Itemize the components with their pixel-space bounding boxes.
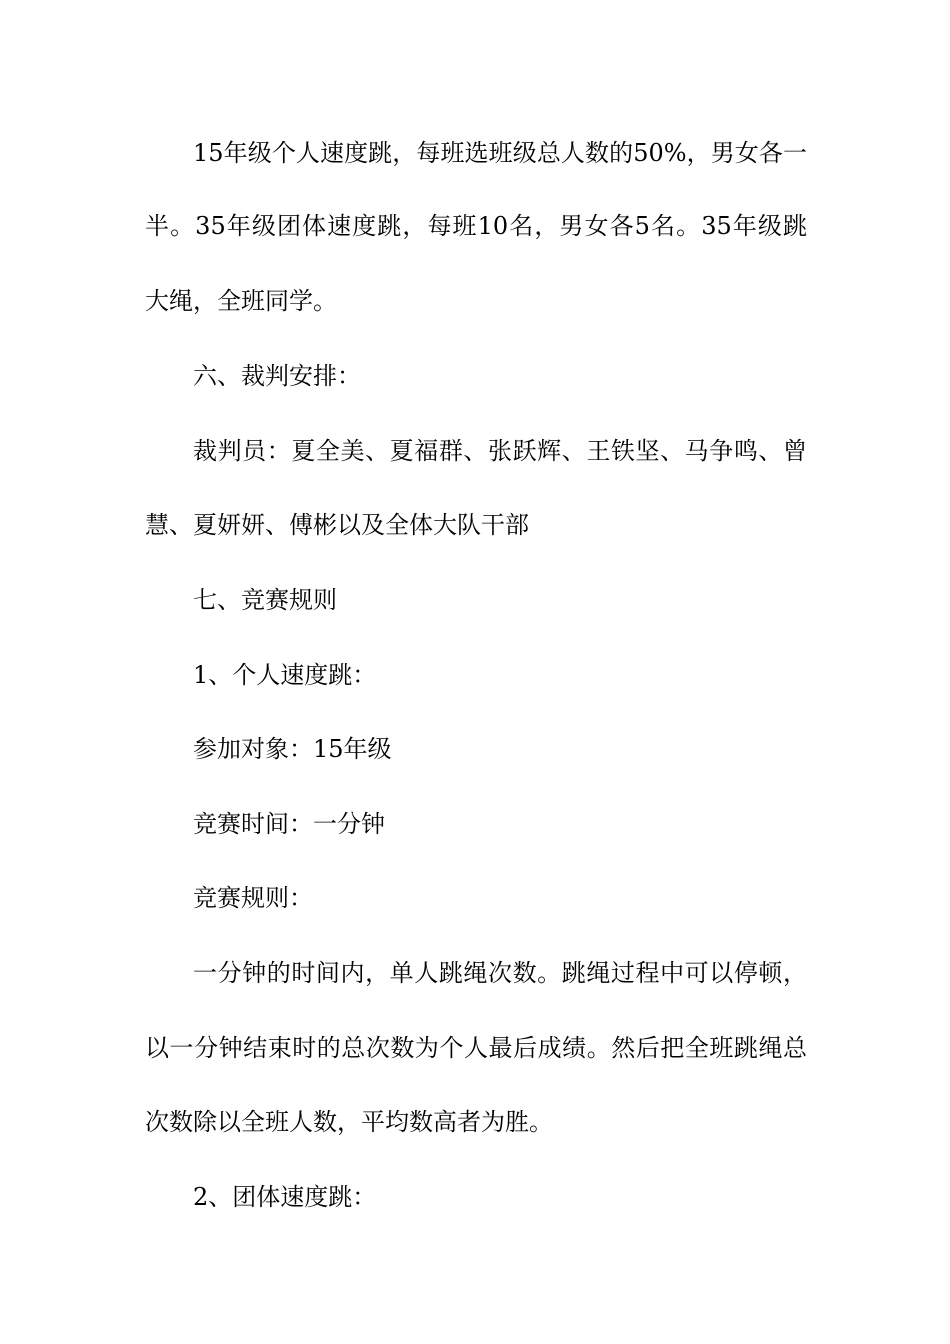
subsection-heading: 1、个人速度跳：	[193, 661, 377, 689]
paragraph-line: 次数除以全班人数，平均数高者为胜。	[145, 1108, 553, 1136]
paragraph-line: 15年级个人速度跳，每班选班级总人数的50%，男女各一	[193, 139, 807, 167]
paragraph-line: 一分钟的时间内，单人跳绳次数。跳绳过程中可以停顿，	[193, 959, 807, 987]
paragraph-line: 竞赛时间：一分钟	[193, 810, 385, 838]
paragraph-line: 以一分钟结束时的总次数为个人最后成绩。然后把全班跳绳总	[145, 1034, 807, 1062]
paragraph-line: 参加对象：15年级	[193, 735, 392, 763]
section-heading: 七、竞赛规则	[193, 586, 337, 614]
section-heading: 六、裁判安排：	[193, 362, 361, 390]
paragraph-line: 竞赛规则：	[193, 884, 313, 912]
paragraph-line: 半。35年级团体速度跳，每班10名，男女各5名。35年级跳	[145, 212, 807, 240]
paragraph-line: 大绳，全班同学。	[145, 287, 337, 315]
paragraph-line: 裁判员：夏全美、夏福群、张跃辉、王铁坚、马争鸣、曾	[193, 437, 807, 465]
subsection-heading: 2、团体速度跳：	[193, 1183, 377, 1211]
paragraph-line: 慧、夏妍妍、傅彬以及全体大队干部	[145, 511, 529, 539]
